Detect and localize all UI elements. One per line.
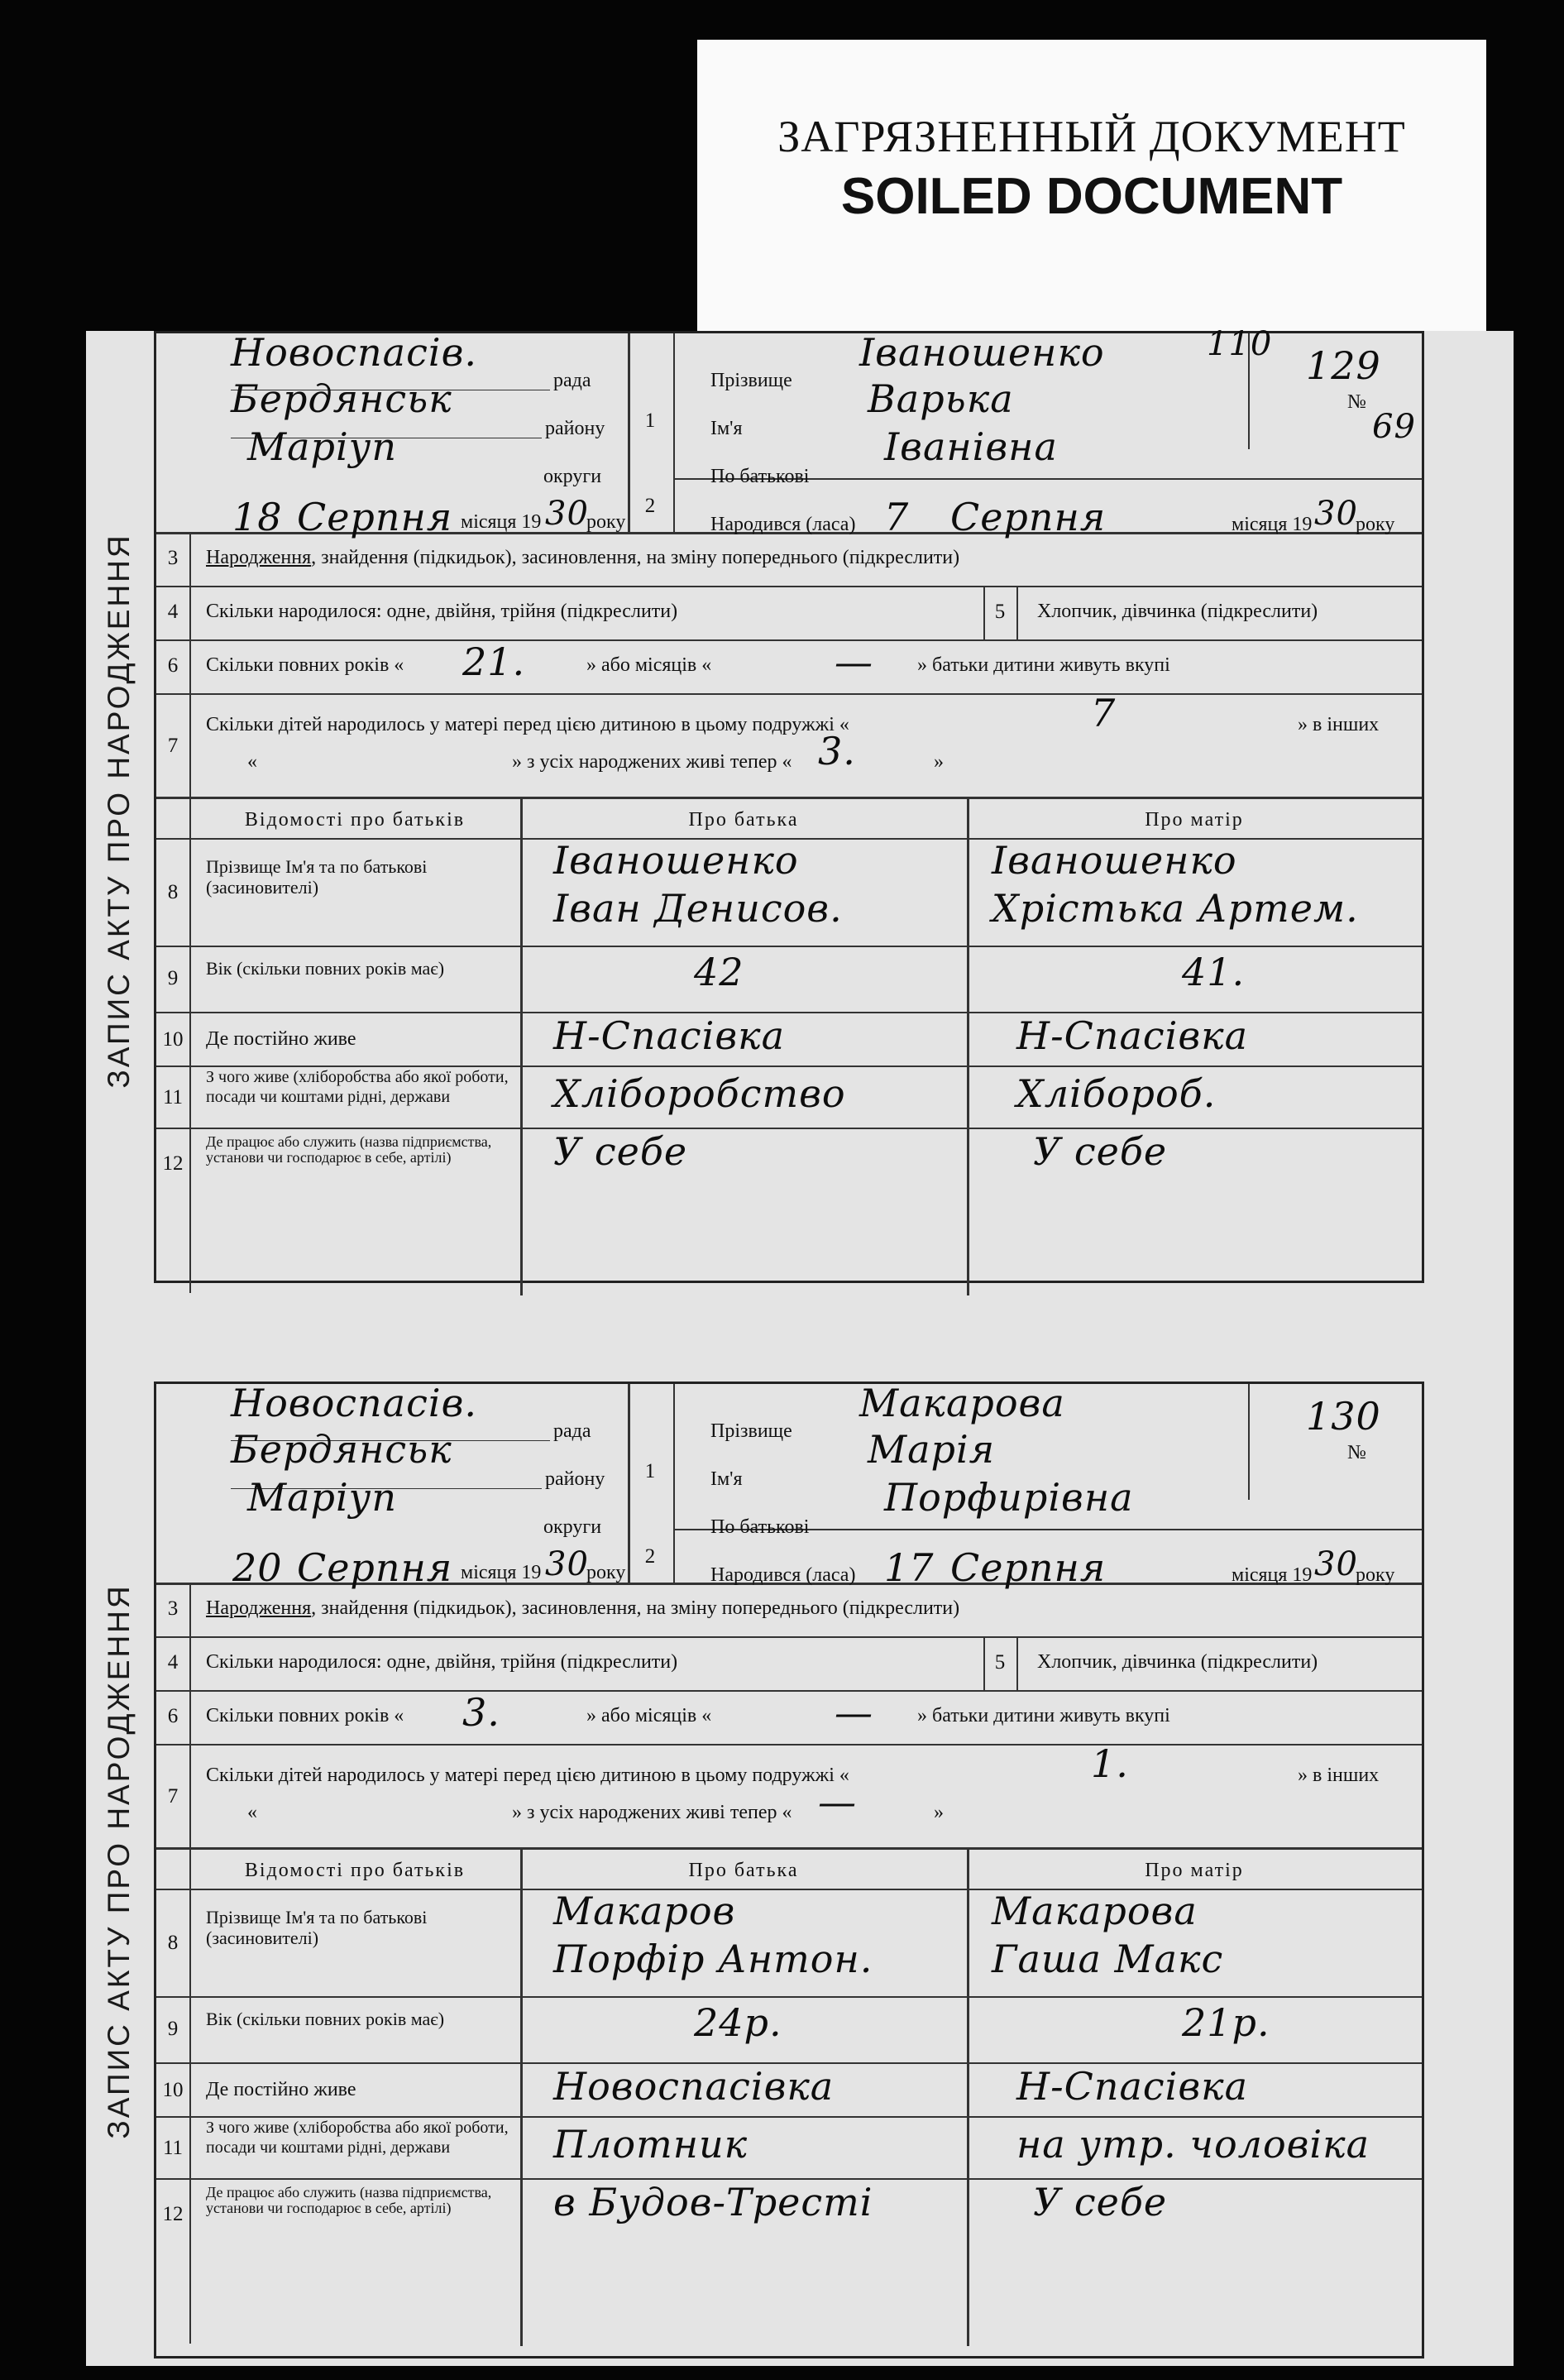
living-now-value: —	[818, 1779, 857, 1824]
father-age: 24р.	[694, 2000, 782, 2045]
born-label: Народився (ласа)	[710, 1564, 856, 1586]
father-surname: Іваношенко	[553, 838, 799, 883]
row-number: 11	[162, 1086, 184, 1109]
father-workplace: У себе	[553, 1129, 688, 1174]
month-year-label: місяця 19	[461, 1562, 542, 1583]
born-year: 30	[1314, 495, 1358, 533]
number-annotation: 110	[1207, 325, 1273, 363]
row-number: 10	[162, 2079, 184, 2101]
born-year: 30	[1314, 1545, 1358, 1583]
birth-type-row: Народження, знайдення (підкидьок), засиновлення, на зміну попереднього (підкреслити)	[206, 1597, 960, 1619]
age-label: Вік (скільки повних років має)	[206, 958, 445, 979]
child-surname: Іваношенко	[859, 330, 1105, 375]
birth-type-row: Народження, знайдення (підкидьок), засиновлення, на зміну попереднього (підкреслити)	[206, 547, 960, 568]
sex-row: Хлопчик, дівчинка (підкреслити)	[1037, 1651, 1318, 1673]
years-together-label: Скільки повних років «	[206, 1705, 404, 1726]
names-label: Прізвище Ім'я та по батькові (засиновителі)	[206, 856, 428, 898]
row-number: 8	[167, 881, 179, 903]
col-mother: Про матір	[1145, 809, 1244, 831]
children-other-label: » в інших	[1298, 1765, 1380, 1786]
mother-residence: Н-Спасівка	[1016, 2064, 1249, 2109]
child-name: Марія	[868, 1427, 996, 1472]
sex-row: Хлопчик, дівчинка (підкреслити)	[1037, 601, 1318, 622]
mother-name: Гаша Макс	[992, 1937, 1224, 1981]
mother-surname: Іваношенко	[992, 838, 1237, 883]
birth-record	[86, 1382, 1514, 2366]
children-before-value: 1.	[1091, 1741, 1129, 1786]
years-together-label: Скільки повних років «	[206, 654, 404, 676]
residence-label: Де постійно живе	[206, 2079, 356, 2100]
father-name: Порфір Антон.	[553, 1937, 873, 1981]
col-father: Про батька	[688, 809, 799, 831]
months-together-label: » або місяців «	[586, 1705, 712, 1726]
rada-value: Новоспасів.	[231, 1381, 477, 1425]
together-suffix-label: » батьки дитини живуть вкупі	[917, 654, 1170, 676]
col-info: Відомості про батьків	[244, 809, 466, 831]
children-before-value: 7	[1091, 691, 1117, 735]
number-subnote: 69	[1372, 408, 1416, 446]
registration-year: 30	[545, 495, 589, 533]
occupation-label: З чого живе (хліборобства або якої роботи, посади чи коштами рідні, держави	[206, 1068, 509, 1106]
rada-value: Новоспасів.	[231, 330, 477, 375]
born-month-year-label: місяця 19	[1232, 514, 1313, 535]
months-together-value: —	[835, 639, 873, 684]
born-month: Серпня	[950, 1545, 1107, 1590]
living-now-close: »	[934, 751, 944, 773]
born-year-label: року	[1356, 514, 1395, 535]
rada-label: рада	[553, 1420, 591, 1442]
col-father: Про батька	[688, 1860, 799, 1881]
notice-english: SOILED DOCUMENT	[840, 168, 1343, 225]
rada-label: рада	[553, 370, 591, 391]
birth-record	[86, 325, 1514, 1291]
row-number: 9	[167, 2018, 179, 2040]
children-quote: «	[247, 751, 257, 773]
rayon-label: району	[545, 418, 605, 439]
row-number: 2	[644, 495, 656, 517]
okrug-label: округи	[543, 1516, 602, 1538]
row-number: 11	[162, 2137, 184, 2159]
year-label: року	[586, 511, 626, 533]
living-now-label: » з усіх народжених живі тепер «	[512, 1802, 792, 1823]
months-together-value: —	[835, 1690, 873, 1735]
month-year-label: місяця 19	[461, 511, 542, 533]
record-frame	[154, 325, 1424, 1283]
name-label: Ім'я	[710, 1468, 743, 1490]
children-quote: «	[247, 1802, 257, 1823]
father-surname: Макаров	[553, 1889, 736, 1933]
record-frame	[154, 1382, 1424, 2358]
mother-residence: Н-Спасівка	[1016, 1013, 1249, 1058]
rayon-value: Бердянськ	[231, 1427, 452, 1472]
registry-sheet	[86, 325, 1514, 2366]
registration-day: 20	[232, 1545, 283, 1590]
row-number: 7	[167, 1785, 179, 1808]
row-number: 9	[167, 967, 179, 989]
living-now-close: »	[934, 1802, 944, 1823]
col-info: Відомості про батьків	[244, 1860, 466, 1881]
row-number: 3	[167, 547, 179, 569]
mother-age: 21р.	[1182, 2000, 1270, 2045]
workplace-label: Де працює або служить (назва підприємства, установи чи господарює в себе, артілі)	[206, 1133, 492, 1166]
mother-workplace: У себе	[1033, 1129, 1168, 1174]
children-before-label: Скільки дітей народилось у матері перед цією дитиною в цьому подружжі «	[206, 714, 849, 735]
father-residence: Н-Спасівка	[553, 1013, 786, 1058]
child-patronymic: Порфирівна	[884, 1475, 1134, 1520]
mother-occupation: Хлібороб.	[1016, 1071, 1217, 1116]
okrug-label: округи	[543, 466, 602, 487]
row-number: 5	[994, 601, 1006, 623]
row-number: 7	[167, 735, 179, 757]
registration-day: 18	[232, 495, 283, 539]
row-number: 1	[644, 1460, 656, 1482]
registration-month: Серпня	[297, 495, 453, 539]
mother-occupation: на утр. чоловіка	[1016, 2122, 1370, 2167]
father-occupation: Хліборобство	[553, 1071, 846, 1116]
together-suffix-label: » батьки дитини живуть вкупі	[917, 1705, 1170, 1726]
child-name: Варька	[868, 376, 1014, 421]
father-residence: Новоспасівка	[553, 2064, 835, 2109]
row-number: 4	[167, 1651, 179, 1674]
father-name: Іван Денисов.	[553, 886, 843, 931]
father-occupation: Плотник	[553, 2122, 749, 2167]
okrug-value: Маріуп	[247, 424, 397, 469]
row-number: 12	[162, 1152, 184, 1175]
mother-surname: Макарова	[992, 1889, 1198, 1933]
col-mother: Про матір	[1145, 1860, 1244, 1881]
side-title: ЗАПИС АКТУ ПРО НАРОДЖЕННЯ	[102, 1583, 136, 2139]
row-number: 6	[167, 1705, 179, 1727]
occupation-label: З чого живе (хліборобства або якої роботи, посади чи коштами рідні, держави	[206, 2119, 509, 2157]
multiplicity-row: Скільки народилося: одне, двійня, трійня (підкреслити)	[206, 601, 678, 622]
months-together-label: » або місяців «	[586, 654, 712, 676]
mother-age: 41.	[1182, 950, 1246, 994]
row-number: 5	[994, 1651, 1006, 1674]
number-label: №	[1347, 391, 1366, 413]
born-year-label: року	[1356, 1564, 1395, 1586]
living-now-value: 3.	[818, 729, 856, 773]
side-title: ЗАПИС АКТУ ПРО НАРОДЖЕННЯ	[102, 533, 136, 1089]
father-age: 42	[694, 950, 744, 994]
soiled-document-notice	[697, 40, 1486, 331]
born-month: Серпня	[950, 495, 1107, 539]
born-label: Народився (ласа)	[710, 514, 856, 535]
okrug-value: Маріуп	[247, 1475, 397, 1520]
patronymic-label: По батькові	[710, 466, 810, 487]
record-number: 129	[1306, 343, 1381, 388]
born-day: 7	[884, 495, 910, 539]
patronymic-label: По батькові	[710, 1516, 810, 1538]
born-month-year-label: місяця 19	[1232, 1564, 1313, 1586]
mother-name: Хрістька Артем.	[992, 886, 1359, 931]
surname-label: Прізвище	[710, 1420, 792, 1442]
row-number: 2	[644, 1545, 656, 1568]
father-workplace: в Будов-Тресті	[553, 2180, 873, 2224]
notice-russian: ЗАГРЯЗНЕННЫЙ ДОКУМЕНТ	[777, 112, 1406, 161]
registration-month: Серпня	[297, 1545, 453, 1590]
multiplicity-row: Скільки народилося: одне, двійня, трійня (підкреслити)	[206, 1651, 678, 1673]
child-patronymic: Іванівна	[884, 424, 1058, 469]
number-label: №	[1347, 1442, 1366, 1463]
children-other-label: » в інших	[1298, 714, 1380, 735]
mother-workplace: У себе	[1033, 2180, 1168, 2224]
row-number: 1	[644, 409, 656, 432]
born-day: 17	[884, 1545, 935, 1590]
row-number: 12	[162, 2203, 184, 2225]
residence-label: Де постійно живе	[206, 1028, 356, 1050]
workplace-label: Де працює або служить (назва підприємства, установи чи господарює в себе, артілі)	[206, 2184, 492, 2216]
rayon-value: Бердянськ	[231, 376, 452, 421]
children-before-label: Скільки дітей народилось у матері перед цією дитиною в цьому подружжі «	[206, 1765, 849, 1786]
name-label: Ім'я	[710, 418, 743, 439]
surname-label: Прізвище	[710, 370, 792, 391]
record-number: 130	[1306, 1394, 1381, 1439]
age-label: Вік (скільки повних років має)	[206, 2009, 445, 2029]
child-surname: Макарова	[859, 1381, 1065, 1425]
row-number: 3	[167, 1597, 179, 1620]
row-number: 8	[167, 1932, 179, 1954]
year-label: року	[586, 1562, 626, 1583]
row-number: 6	[167, 654, 179, 677]
names-label: Прізвище Ім'я та по батькові (засиновителі)	[206, 1907, 428, 1948]
row-number: 10	[162, 1028, 184, 1051]
years-together-value: 3.	[462, 1690, 500, 1735]
registration-year: 30	[545, 1545, 589, 1583]
row-number: 4	[167, 601, 179, 623]
rayon-label: району	[545, 1468, 605, 1490]
years-together-value: 21.	[462, 639, 526, 684]
living-now-label: » з усіх народжених живі тепер «	[512, 751, 792, 773]
